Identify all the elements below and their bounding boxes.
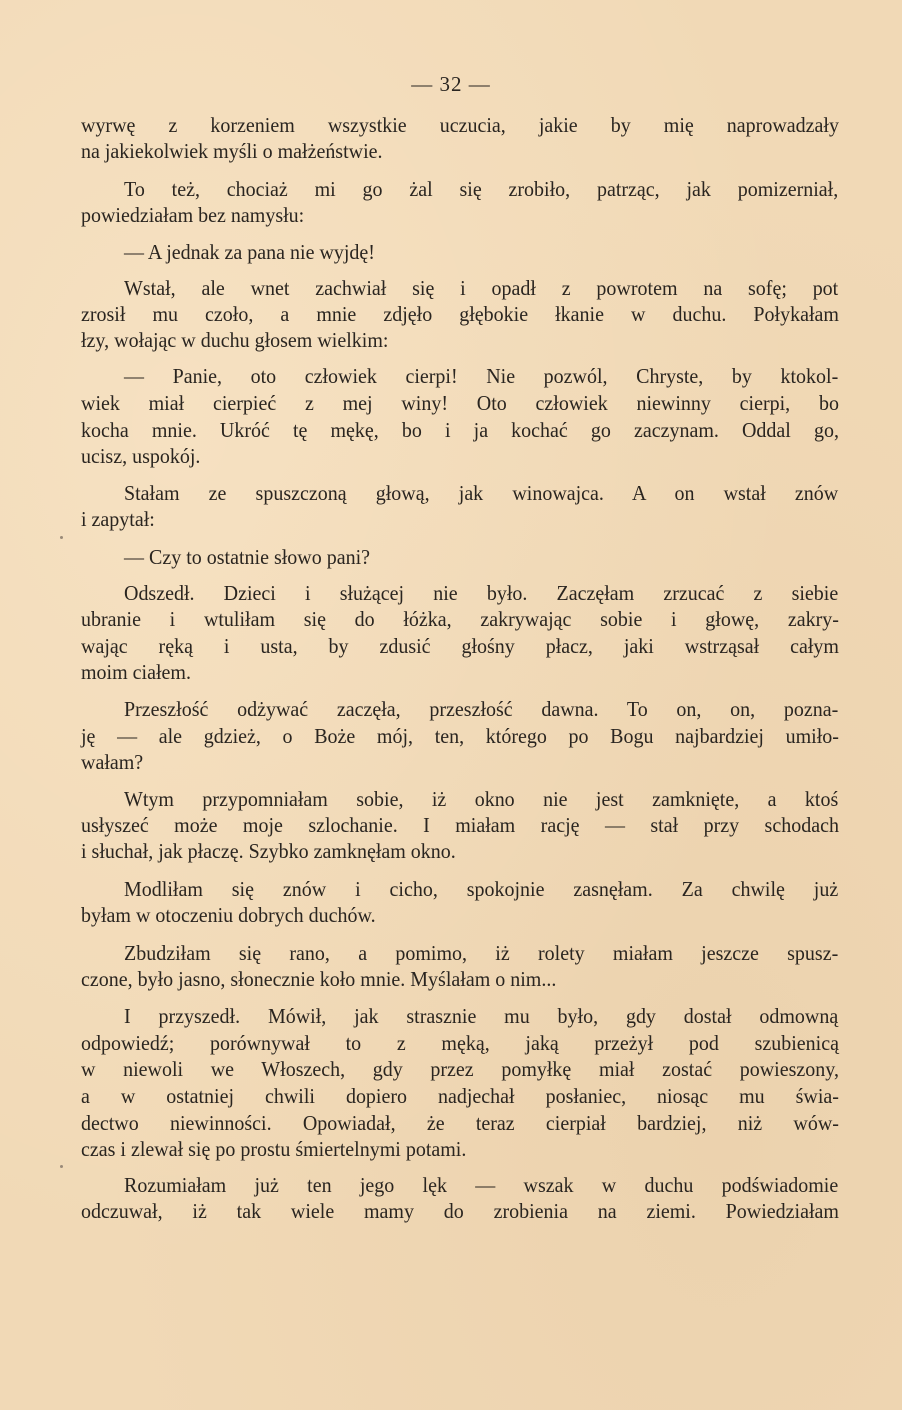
text-line: Odszedł. Dzieci i służącej nie było. Zaczęłam zrzucać z siebie bbox=[124, 581, 839, 605]
text-line: kocha mnie. Ukróć tę mękę, bo i ja kochać go zaczynam. Oddal go, bbox=[81, 418, 839, 442]
text-line: — Czy to ostatnie słowo pani? bbox=[124, 545, 371, 569]
text-line: I przyszedł. Mówił, jak strasznie mu było, gdy dostał odmowną bbox=[124, 1004, 839, 1028]
text-line: Rozumiałam już ten jego lęk — wszak w duchu podświadomie bbox=[124, 1173, 839, 1197]
text-line: a w ostatniej chwili dopiero nadjechał posłaniec, niosąc mu świa- bbox=[81, 1084, 839, 1108]
text-line: Wtym przypomniałam sobie, iż okno nie jest zamknięte, a ktoś bbox=[124, 787, 839, 811]
text-line: odczuwał, iż tak wiele mamy do zrobienia na ziemi. Powiedziałam bbox=[81, 1199, 839, 1223]
text-line: byłam w otoczeniu dobrych duchów. bbox=[81, 903, 376, 927]
text-line: ucisz, uspokój. bbox=[81, 444, 201, 468]
text-line: usłyszeć może moje szlochanie. I miałam rację — stał przy schodach bbox=[81, 813, 839, 837]
text-line: ję — ale gdzież, o Boże mój, ten, którego po Bogu najbardziej umiło- bbox=[81, 724, 839, 748]
text-line: Przeszłość odżywać zaczęła, przeszłość dawna. To on, on, pozna- bbox=[124, 697, 839, 721]
ink-speck bbox=[60, 1165, 63, 1168]
text-line: dectwo niewinności. Opowiadał, że teraz cierpiał bardziej, niż wów- bbox=[81, 1111, 839, 1135]
text-line: powiedziałam bez namysłu: bbox=[81, 203, 305, 227]
text-line: Stałam ze spuszczoną głową, jak winowajca. A on wstał znów bbox=[124, 481, 839, 505]
text-line: wiek miał cierpieć z mej winy! Oto człowiek niewinny cierpi, bo bbox=[81, 391, 839, 415]
text-line: — Panie, oto człowiek cierpi! Nie pozwól, Chryste, by ktokol- bbox=[124, 364, 839, 388]
text-line: — A jednak za pana nie wyjdę! bbox=[124, 240, 375, 264]
text-line: i zapytał: bbox=[81, 507, 155, 531]
text-line: i słuchał, jak płaczę. Szybko zamknęłam okno. bbox=[81, 839, 456, 863]
text-line: wając ręką i usta, by zdusić głośny płacz, jaki wstrząsał całym bbox=[81, 634, 839, 658]
text-line: Zbudziłam się rano, a pomimo, iż rolety miałam jeszcze spusz- bbox=[124, 941, 839, 965]
text-line: łzy, wołając w duchu głosem wielkim: bbox=[81, 328, 389, 352]
text-line: odpowiedź; porównywał to z męką, jaką przeżył pod szubienicą bbox=[81, 1031, 839, 1055]
text-line: na jakiekolwiek myśli o małżeństwie. bbox=[81, 139, 383, 163]
text-line: czone, było jasno, słonecznie koło mnie. Myślałam o nim... bbox=[81, 967, 557, 991]
text-line: wyrwę z korzeniem wszystkie uczucia, jakie by mię naprowadzały bbox=[81, 113, 839, 137]
page-number: — 32 — bbox=[411, 72, 491, 96]
text-line: ubranie i wtuliłam się do łóżka, zakrywając sobie i głowę, zakry- bbox=[81, 607, 839, 631]
text-line: zrosił mu czoło, a mnie zdjęło głębokie łkanie w duchu. Połykałam bbox=[81, 302, 839, 326]
text-line: moim ciałem. bbox=[81, 660, 191, 684]
text-line: w niewoli we Włoszech, gdy przez pomyłkę miał zostać powieszony, bbox=[81, 1057, 839, 1081]
text-line: Modliłam się znów i cicho, spokojnie zasnęłam. Za chwilę już bbox=[124, 877, 839, 901]
text-line: To też, chociaż mi go żal się zrobiło, patrząc, jak pomizerniał, bbox=[124, 177, 839, 201]
text-line: czas i zlewał się po prostu śmiertelnymi potami. bbox=[81, 1137, 467, 1161]
text-line: wałam? bbox=[81, 750, 144, 774]
text-line: Wstał, ale wnet zachwiał się i opadł z powrotem na sofę; pot bbox=[124, 276, 839, 300]
ink-speck bbox=[60, 536, 63, 539]
